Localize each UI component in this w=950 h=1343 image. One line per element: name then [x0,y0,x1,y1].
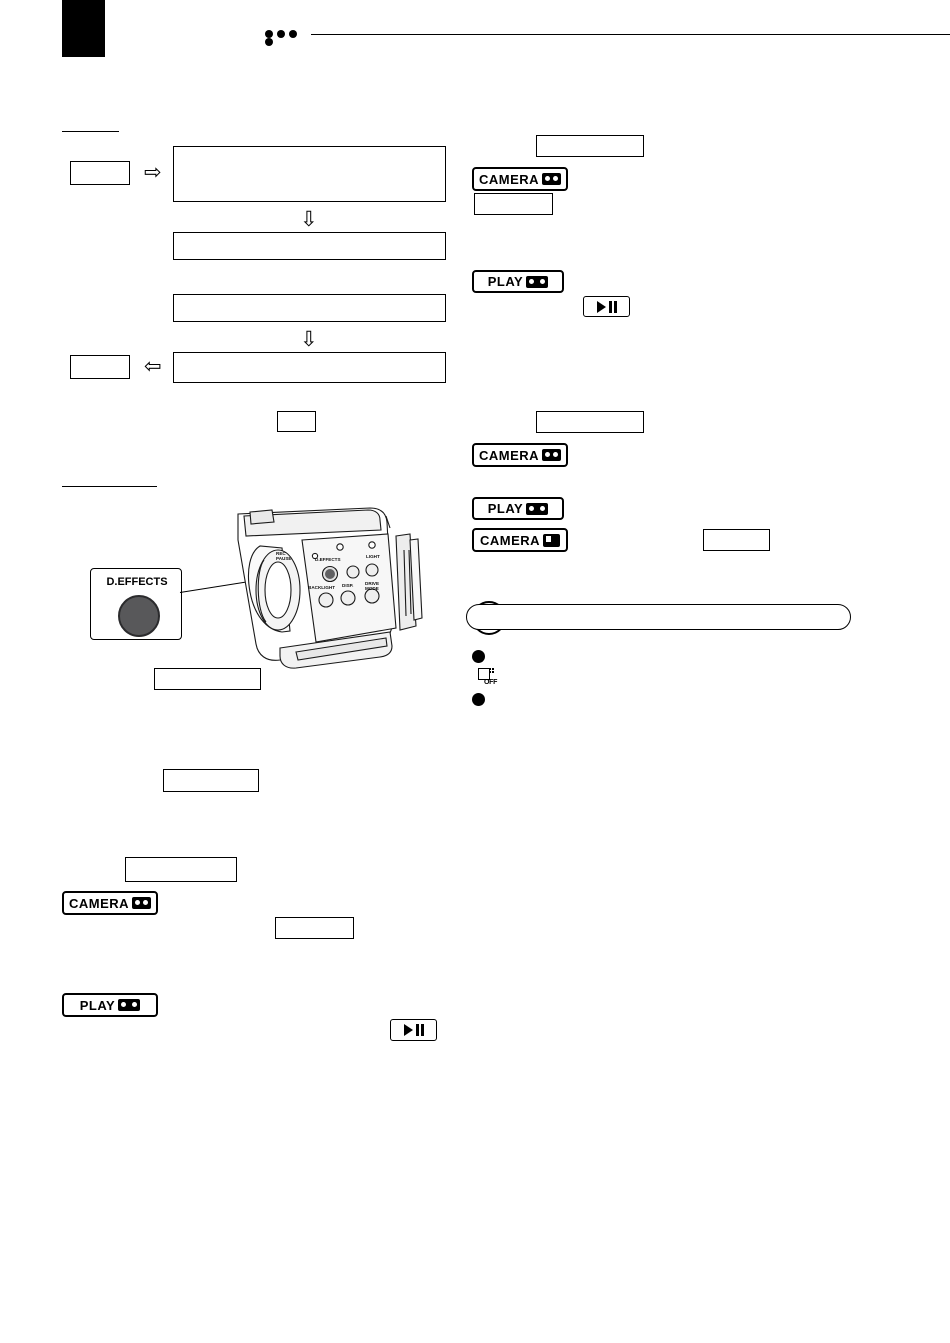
play-pause-key-left[interactable] [390,1019,437,1041]
arrow-left-icon: ⇦ [144,355,162,378]
label-rec-pause: REC PAUSE [276,551,292,561]
badge-play-label: PLAY [487,501,524,516]
header-dot [277,30,285,38]
tape-icon [542,449,561,461]
tape-icon [118,999,140,1011]
arrow-down-icon-1: ⇩ [300,208,318,231]
badge-play-tape-r2 [472,270,564,293]
header-dot [289,30,297,38]
header-dot [265,38,273,46]
d-effects-dial-icon[interactable] [118,595,160,637]
badge-camera-tape-left [62,891,158,915]
label-d-effects: D.EFFECTS [315,557,341,562]
label-light: LIGHT [366,554,380,559]
badge-play-tape-left [62,993,158,1017]
right-inline-box [703,529,770,551]
pause-bar-icon [421,1024,424,1036]
play-triangle-icon [404,1024,413,1036]
badge-play-label: PLAY [79,997,116,1013]
menu-button-box-top[interactable] [70,161,130,185]
badge-play-label: PLAY [487,274,524,289]
chapter-marker-block [62,0,105,57]
d-effects-off-text: OFF [484,679,498,686]
center-button-box[interactable] [277,411,316,432]
tape-icon [526,503,548,515]
badge-camera-label: CAMERA [479,447,540,463]
label-disp: DISP. [342,583,354,588]
menu-button-box-bottom[interactable] [70,355,130,379]
note-bullet-2 [472,693,485,706]
arrow-down-icon-2: ⇩ [300,328,318,351]
badge-play-tape-r4 [472,497,564,520]
right-box-3 [536,411,644,433]
label-backlight: BACKLIGHT [308,585,336,590]
d-effects-off-icon [478,668,498,686]
badge-camera-card-r4 [472,528,568,552]
play-triangle-icon [597,301,606,313]
section2-heading-underline [62,486,157,487]
right-box-1 [536,135,644,157]
badge-camera-tape-r3 [472,443,568,467]
d-effects-callout [90,568,182,640]
flow-box-1 [173,146,446,202]
left-inline-box-1 [275,917,354,939]
header-dots [265,30,311,39]
camcorder-illustration [90,500,430,670]
badge-camera-label: CAMERA [479,532,541,548]
tape-icon [132,897,151,909]
label-drive-mode: DRIVE MODE [365,581,380,591]
notes-bar [466,604,851,630]
arrow-right-icon: ⇨ [144,161,162,184]
badge-camera-tape-r1 [472,167,568,191]
d-effects-off-dots [489,668,497,675]
header-dot [265,30,273,38]
pause-bar-icon [614,301,617,313]
pause-bar-icon [609,301,612,313]
right-box-2 [474,193,553,215]
flow-box-2 [173,232,446,260]
badge-camera-label: CAMERA [69,895,130,911]
flow-box-3 [173,294,446,322]
note-bullet-1 [472,650,485,663]
tape-icon [542,173,561,185]
camcorder-body [220,500,430,670]
badge-camera-label: CAMERA [479,171,540,187]
play-pause-key-right[interactable] [583,296,630,317]
header-rule [311,34,950,35]
pause-bar-icon [416,1024,419,1036]
illustration-caption-box [154,668,261,690]
flow-box-4 [173,352,446,383]
section1-heading-underline [62,131,119,132]
tape-icon [526,276,548,288]
memory-card-icon [543,534,560,547]
left-note-box-1 [163,769,259,792]
d-effects-callout-label: D.EFFECTS [106,576,168,588]
left-note-box-2 [125,857,237,882]
